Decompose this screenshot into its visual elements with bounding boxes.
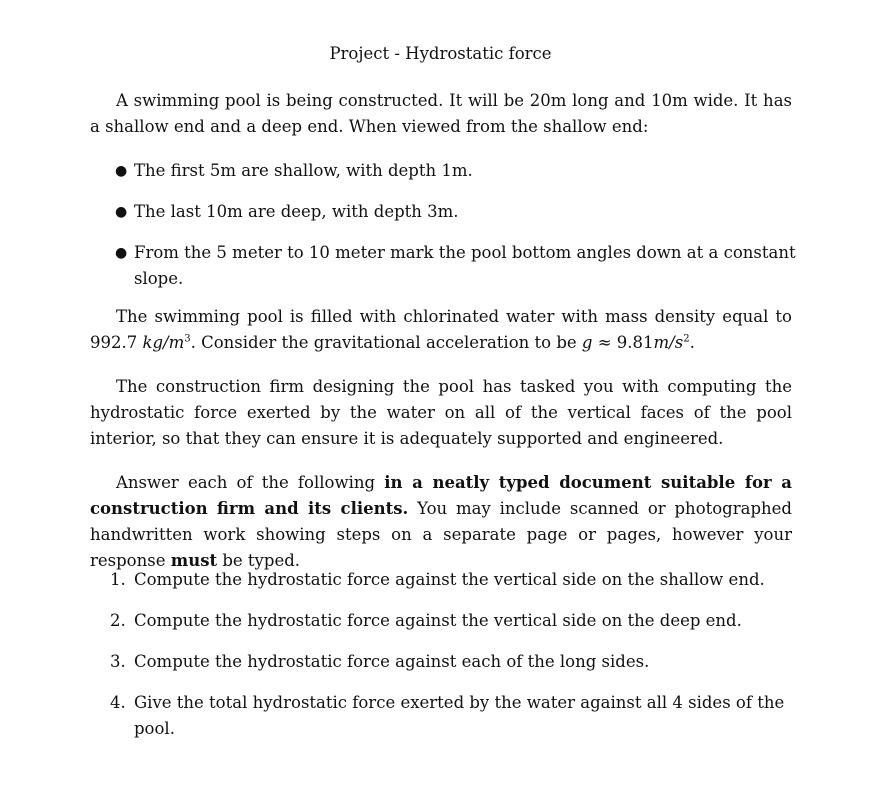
- list-item: [115, 199, 815, 240]
- answer-middle-text: You may include scanned or photographed handwritten work showing steps on a separate page or pages, however your response: [90, 499, 792, 570]
- gravity-unit-exponent: 2: [683, 333, 690, 345]
- question-item: [110, 649, 830, 690]
- question-number: 2.: [110, 611, 126, 630]
- question-text: Compute the hydrostatic force against the vertical side on the deep end.: [134, 611, 742, 630]
- list-item: [115, 240, 815, 288]
- list-item-text: From the 5 meter to 10 meter mark the pool bottom angles down at a constant slope.: [134, 243, 796, 288]
- gravity-value: ≈ 9.81: [592, 333, 654, 352]
- question-item: [110, 608, 830, 649]
- question-number: 1.: [110, 570, 126, 589]
- list-item: [115, 158, 815, 199]
- question-text: Give the total hydrostatic force exerted by the water against all 4 sides of the pool.: [134, 693, 785, 738]
- gravity-symbol: g: [581, 333, 593, 352]
- answer-text: Answer each of the following: [116, 473, 385, 492]
- gravity-text: . Consider the gravitational acceleration to be: [190, 333, 582, 352]
- questions-list: [110, 567, 830, 738]
- intro-paragraph: A swimming pool is being constructed. It will be 20m long and 10m wide. It has a shallow end and a deep end. When viewed from the shallow end:: [90, 91, 792, 136]
- list-item-text: The last 10m are deep, with depth 3m.: [134, 202, 459, 221]
- density-end: .: [689, 333, 695, 352]
- document-title: Project - Hydrostatic force: [329, 44, 552, 63]
- bullet-icon: ●: [115, 163, 128, 179]
- pool-description-list: [115, 158, 815, 288]
- question-number: 4.: [110, 693, 126, 712]
- gravity-unit: m/s: [653, 333, 684, 352]
- density-text: The swimming pool is filled with chlorinated water with mass density equal to 992.7: [90, 307, 792, 352]
- answer-end-text: be typed.: [217, 551, 301, 570]
- question-text: Compute the hydrostatic force against each of the long sides.: [134, 652, 650, 671]
- answer-bold-text: in a neatly typed document suitable for a construction firm and its clients.: [90, 473, 792, 518]
- question-number: 3.: [110, 652, 126, 671]
- firm-paragraph: The construction firm designing the pool has tasked you with computing the hydrostatic force exerted by the water on all of the vertical faces of the pool interior, so that they can ensure it is adequately supported and engineered.: [90, 377, 792, 448]
- list-item-text: The first 5m are shallow, with depth 1m.: [134, 161, 473, 180]
- density-paragraph: [90, 304, 792, 356]
- bullet-icon: ●: [115, 245, 128, 261]
- must-emphasis: must: [170, 551, 218, 570]
- answer-instructions-paragraph: [90, 470, 792, 574]
- question-text: Compute the hydrostatic force against the vertical side on the shallow end.: [134, 570, 765, 589]
- question-item: [110, 567, 830, 608]
- bullet-icon: ●: [115, 204, 128, 220]
- density-unit: kg/m: [142, 333, 185, 352]
- question-item: [110, 690, 830, 738]
- density-unit-exponent: 3: [184, 333, 191, 345]
